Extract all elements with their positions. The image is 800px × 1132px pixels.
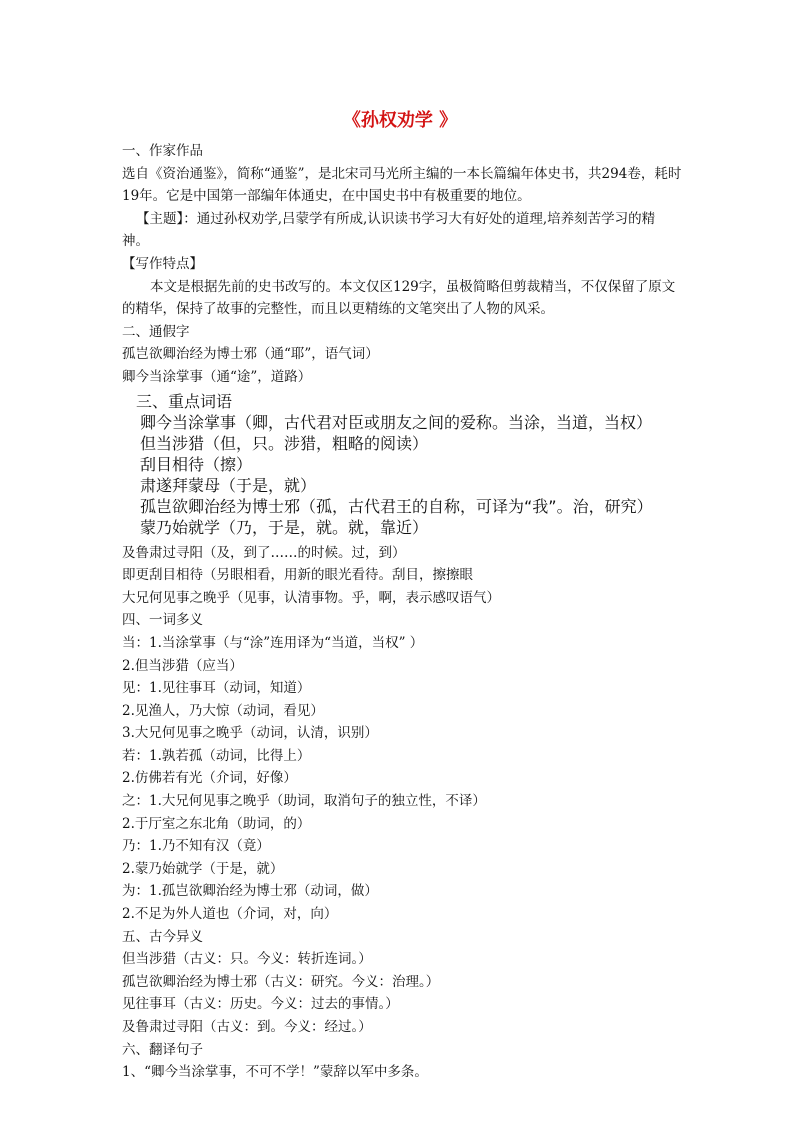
- list-item: 大兄何见事之晚乎（见事，认清事物。乎，啊，表示感叹语气）: [122, 589, 500, 606]
- page-title: 《孙权劝学 》: [342, 110, 458, 131]
- list-item: 2.但当涉猎（应当）: [122, 657, 243, 674]
- list-item: 卿今当涂掌事（通“途”，道路）: [122, 368, 312, 385]
- list-item: 1、“卿今当涂掌事，不可不学！”蒙辞以军中多条。: [122, 1064, 428, 1081]
- paragraph-theme: 【主题】：通过孙权劝学,吕蒙学有所成,认识读书学习大有好处的道理,培养刻苦学习的精神。: [122, 210, 656, 250]
- list-item: 为：1.孤岂欲卿治经为博士邪（动词，做）: [122, 883, 378, 900]
- list-item: 3.大兄何见事之晚乎（动词，认清，识别）: [122, 725, 378, 742]
- list-item: 乃：1.乃不知有汉（竟）: [122, 838, 270, 855]
- paragraph-features: 本文是根据先前的史书改写的。本文仅区129字，虽极简略但剪裁精当，不仅保留了原文的精华，保持了故事的完整性，而且以更精练的文笔突出了人物的风采。: [122, 278, 676, 318]
- paragraph-source: 选自《资治通鉴》，简称“通鉴”，是北宋司马光所主编的一本长篇编年体史书，共294卷，耗时19年。它是中国第一部编年体通史，在中国史书中有极重要的地位。: [122, 165, 682, 205]
- section-heading-polysemy: 四、一词多义: [122, 612, 203, 629]
- section-heading-key-words: 三、重点词语: [136, 391, 233, 411]
- list-item: 蒙乃始就学（乃，于是，就。就，靠近）: [140, 517, 429, 537]
- list-item: 及鲁肃过寻阳（及，到了……的时候。过，到）: [122, 544, 406, 561]
- list-item: 肃遂拜蒙母（于是，就）: [140, 475, 317, 495]
- list-item: 即更刮目相待（另眼相看，用新的眼光看待。刮目，擦擦眼: [122, 567, 473, 584]
- list-item: 2.不足为外人道也（介词，对，向）: [122, 906, 338, 923]
- list-item: 孤岂欲卿治经为博士邪（通“耶”，语气词）: [122, 346, 379, 363]
- list-item: 卿今当涂掌事（卿，古代君对臣或朋友之间的爱称。当涂，当道，当权）: [140, 412, 653, 432]
- list-item: 2.见渔人，乃大惊（动词，看见）: [122, 702, 324, 719]
- list-item: 及鲁肃过寻阳（古义：到。今义：经过。）: [122, 1019, 372, 1035]
- document-body: [122, 140, 682, 1084]
- list-item: 若：1.孰若孤（动词，比得上）: [122, 747, 311, 764]
- list-item: 当：1.当涂掌事（与“涂”连用译为“当道，当权” ）: [122, 634, 424, 651]
- list-item: 刮目相待（擦）: [140, 454, 253, 474]
- list-item: 孤岂欲卿治经为博士邪（古义：研究。今义：治理。）: [122, 973, 440, 990]
- section-heading-features: 【写作特点】: [122, 255, 203, 272]
- list-item: 但当涉猎（古义：只。今义：转折连词。）: [122, 951, 372, 968]
- list-item: 2.蒙乃始就学（于是，就）: [122, 860, 284, 877]
- list-item: 之：1.大兄何见事之晚乎（助词，取消句子的独立性，不译）: [122, 793, 486, 810]
- section-heading-authors: 一、作家作品: [122, 143, 203, 159]
- list-item: 2.于厅室之东北角（助词，的）: [122, 815, 311, 832]
- list-item: 见：1.见往事耳（动词，知道）: [122, 680, 311, 697]
- section-heading-tongjiazi: 二、通假字: [122, 323, 190, 340]
- list-item: 但当涉猎（但，只。涉猎，粗略的阅读）: [140, 433, 429, 453]
- section-heading-ancient-modern: 五、古今异义: [122, 928, 203, 945]
- list-item: 孤岂欲卿治经为博士邪（孤，古代君王的自称，可译为“我”。治，研究）: [140, 496, 653, 516]
- list-item: 2.仿佛若有光（介词，好像）: [122, 770, 297, 787]
- section-heading-translation: 六、翻译句子: [122, 1041, 203, 1058]
- list-item: 见往事耳（古义：历史。今义：过去的事情。）: [122, 996, 399, 1013]
- key-words-block: [136, 391, 682, 538]
